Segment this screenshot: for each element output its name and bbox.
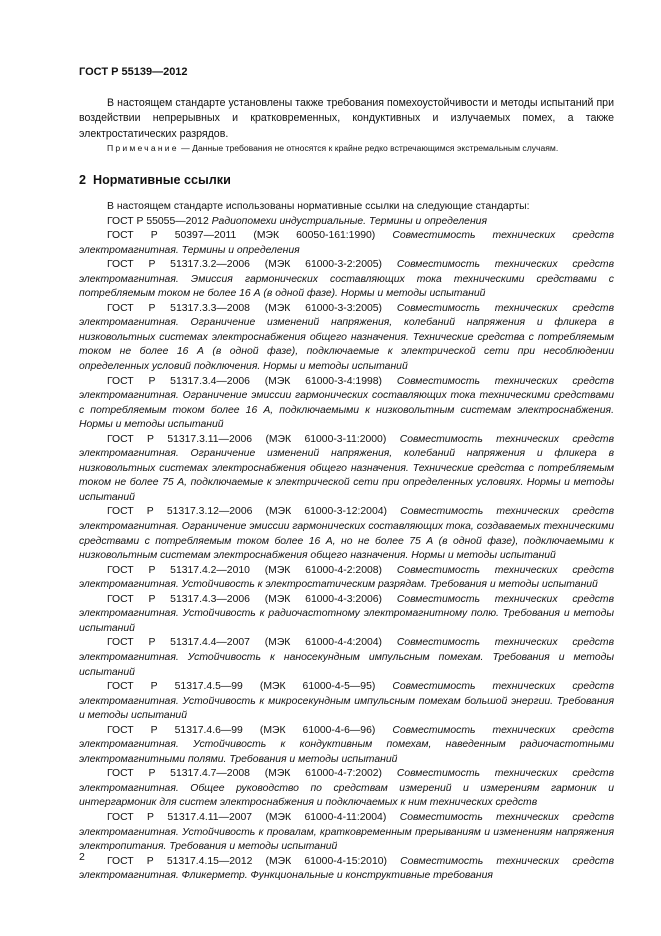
references-list — [79, 200, 614, 884]
reference-item — [79, 680, 614, 724]
reference-item — [79, 302, 614, 375]
reference-title: Совместимость технических средств электромагнитная. Ограничение изменений напряжения, колебаний напряжения и фликера в низковольтных системах электроснабжения общего назначения. Технические средства с потребляемым током не более 16 А (в одной фазе), подключаемые к электрической сети при несоблюдении определенных условий подключения. Нормы и методы испытаний — [79, 302, 614, 373]
reference-item — [79, 258, 614, 302]
reference-title: Совместимость технических средств электромагнитная. Устойчивость к провалам, кратковременным прерываниям и изменениям напряжения электропитания. Требования и методы испытаний — [79, 811, 614, 853]
reference-item — [79, 215, 614, 230]
reference-title: Совместимость технических средств электромагнитная. Общее руководство по средствам измерений и измерениям гармоник и интергармоник для систем электроснабжения и подключаемых к ним технических средств — [79, 768, 614, 809]
page-number: 2 — [79, 851, 85, 863]
reference-code: ГОСТ Р 51317.4.5—99 (МЭК 61000-4-5—95) — [107, 681, 376, 693]
reference-code: ГОСТ Р 51317.3.2—2006 (МЭК 61000-3-2:2005) — [107, 259, 383, 271]
reference-item — [79, 593, 614, 637]
reference-code: ГОСТ Р 51317.3.4—2006 (МЭК 61000-3-4:1998) — [107, 375, 383, 387]
note — [107, 142, 614, 154]
reference-title: Совместимость технических средств электромагнитная. Устойчивость к микросекундным импульсным помехам большой энергии. Требования и методы испытаний — [79, 681, 615, 722]
reference-item — [79, 724, 614, 768]
reference-item — [79, 767, 614, 811]
reference-title: Совместимость технических средств электромагнитная. Ограничение изменений напряжения, колебаний напряжения и фликера в низковольтных системах электроснабжения общего назначения. Технические средства с потребляемым током не более 75 А, подключаемые к электрической сети при определенных условиях. Нормы и методы испытаний — [79, 433, 614, 503]
reference-code: ГОСТ Р 51317.4.11—2007 (МЭК 61000-4-11:2004) — [107, 811, 387, 823]
reference-code: ГОСТ Р 50397—2011 (МЭК 60050-161:1990) — [107, 230, 376, 242]
note-label: Примечание — [107, 143, 179, 153]
reference-title: Совместимость технических средств электромагнитная. Термины и определения — [79, 230, 615, 256]
reference-item — [79, 229, 614, 258]
document-header: ГОСТ Р 55139—2012 — [79, 66, 188, 78]
note-text: — Данные требования не относятся к крайне редко встречающимся экстремальным случаям. — [178, 143, 559, 153]
reference-code: ГОСТ Р 55055—2012 — [107, 215, 209, 227]
reference-item — [79, 564, 614, 593]
reference-code: ГОСТ Р 51317.3.3—2008 (МЭК 61000-3-3:2005) — [107, 302, 383, 314]
reference-code: ГОСТ Р 51317.4.2—2010 (МЭК 61000-4-2:2008) — [107, 564, 383, 576]
section-title: Нормативные ссылки — [93, 173, 231, 187]
reference-title: Радиопомехи индустриальные. Термины и определения — [211, 215, 488, 227]
intro-paragraph: В настоящем стандарте установлены также требования помехоустойчивости и методы испытаний при воздействии непрерывных и кратковременных, кондуктивных и излучаемых помех, а также электростатических разрядов. — [79, 97, 614, 140]
reference-item — [79, 375, 614, 433]
reference-item — [79, 855, 614, 884]
reference-title: Совместимость технических средств электромагнитная. Устойчивость к электростатическим разрядам. Требования и методы испытаний — [79, 564, 614, 591]
reference-code: ГОСТ Р 51317.3.11—2006 (МЭК 61000-3-11:2000) — [107, 433, 387, 445]
reference-item — [79, 636, 614, 680]
reference-code: ГОСТ Р 51317.3.12—2006 (МЭК 61000-3-12:2004) — [107, 506, 387, 518]
reference-code: ГОСТ Р 51317.4.4—2007 (МЭК 61000-4-4:2004) — [107, 637, 383, 649]
reference-title: Совместимость технических средств электромагнитная. Устойчивость к кондуктивным помехам, наведенным радиочастотными электромагнитными полями. Требования и методы испытаний — [79, 724, 615, 765]
reference-title: Совместимость технических средств электромагнитная. Устойчивость к наносекундным импульсным помехам. Требования и методы испытаний — [79, 637, 614, 678]
reference-code: ГОСТ Р 51317.4.6—99 (МЭК 61000-4-6—96) — [107, 724, 376, 736]
reference-code: ГОСТ Р 51317.4.3—2006 (МЭК 61000-4-3:2006) — [107, 593, 383, 605]
reference-code: ГОСТ Р 51317.4.7—2008 (МЭК 61000-4-7:2002) — [107, 768, 383, 780]
intro-block — [79, 96, 614, 142]
reference-title: Совместимость технических средств электромагнитная. Ограничение эмиссии гармонических составляющих тока техническими средствами с потребляемым током более 16 А, подключаемыми к низковольтным системам электроснабжения. Нормы и методы испытаний — [79, 375, 614, 431]
reference-code: ГОСТ Р 51317.4.15—2012 (МЭК 61000-4-15:2010) — [107, 855, 387, 867]
reference-title: Совместимость технических средств электромагнитная. Устойчивость к радиочастотному электромагнитному полю. Требования и методы испытаний — [79, 593, 614, 634]
section-number: 2 — [79, 173, 87, 187]
section-heading — [79, 173, 231, 187]
reference-item — [79, 505, 614, 563]
reference-item — [79, 811, 614, 855]
reference-title: Совместимость технических средств электромагнитная. Фликерметр. Функциональные и конструктивные требования — [79, 855, 615, 882]
reference-item — [79, 433, 614, 506]
section-lead: В настоящем стандарте использованы нормативные ссылки на следующие стандарты: — [107, 201, 530, 212]
reference-title: Совместимость технических средств электромагнитная. Ограничение эмиссии гармонических составляющих тока, создаваемых техническими средствами с потребляемым током более 16 А, но не более 75 А (в одной фазе), подключаемыми к низковольтным системам электроснабжения общего назначения. Нормы и методы испытаний — [79, 506, 615, 562]
reference-title: Совместимость технических средств электромагнитная. Эмиссия гармонических составляющих тока техническими средствами с потребляемым током не более 16 А (в одной фазе). Нормы и методы испытаний — [79, 259, 614, 300]
